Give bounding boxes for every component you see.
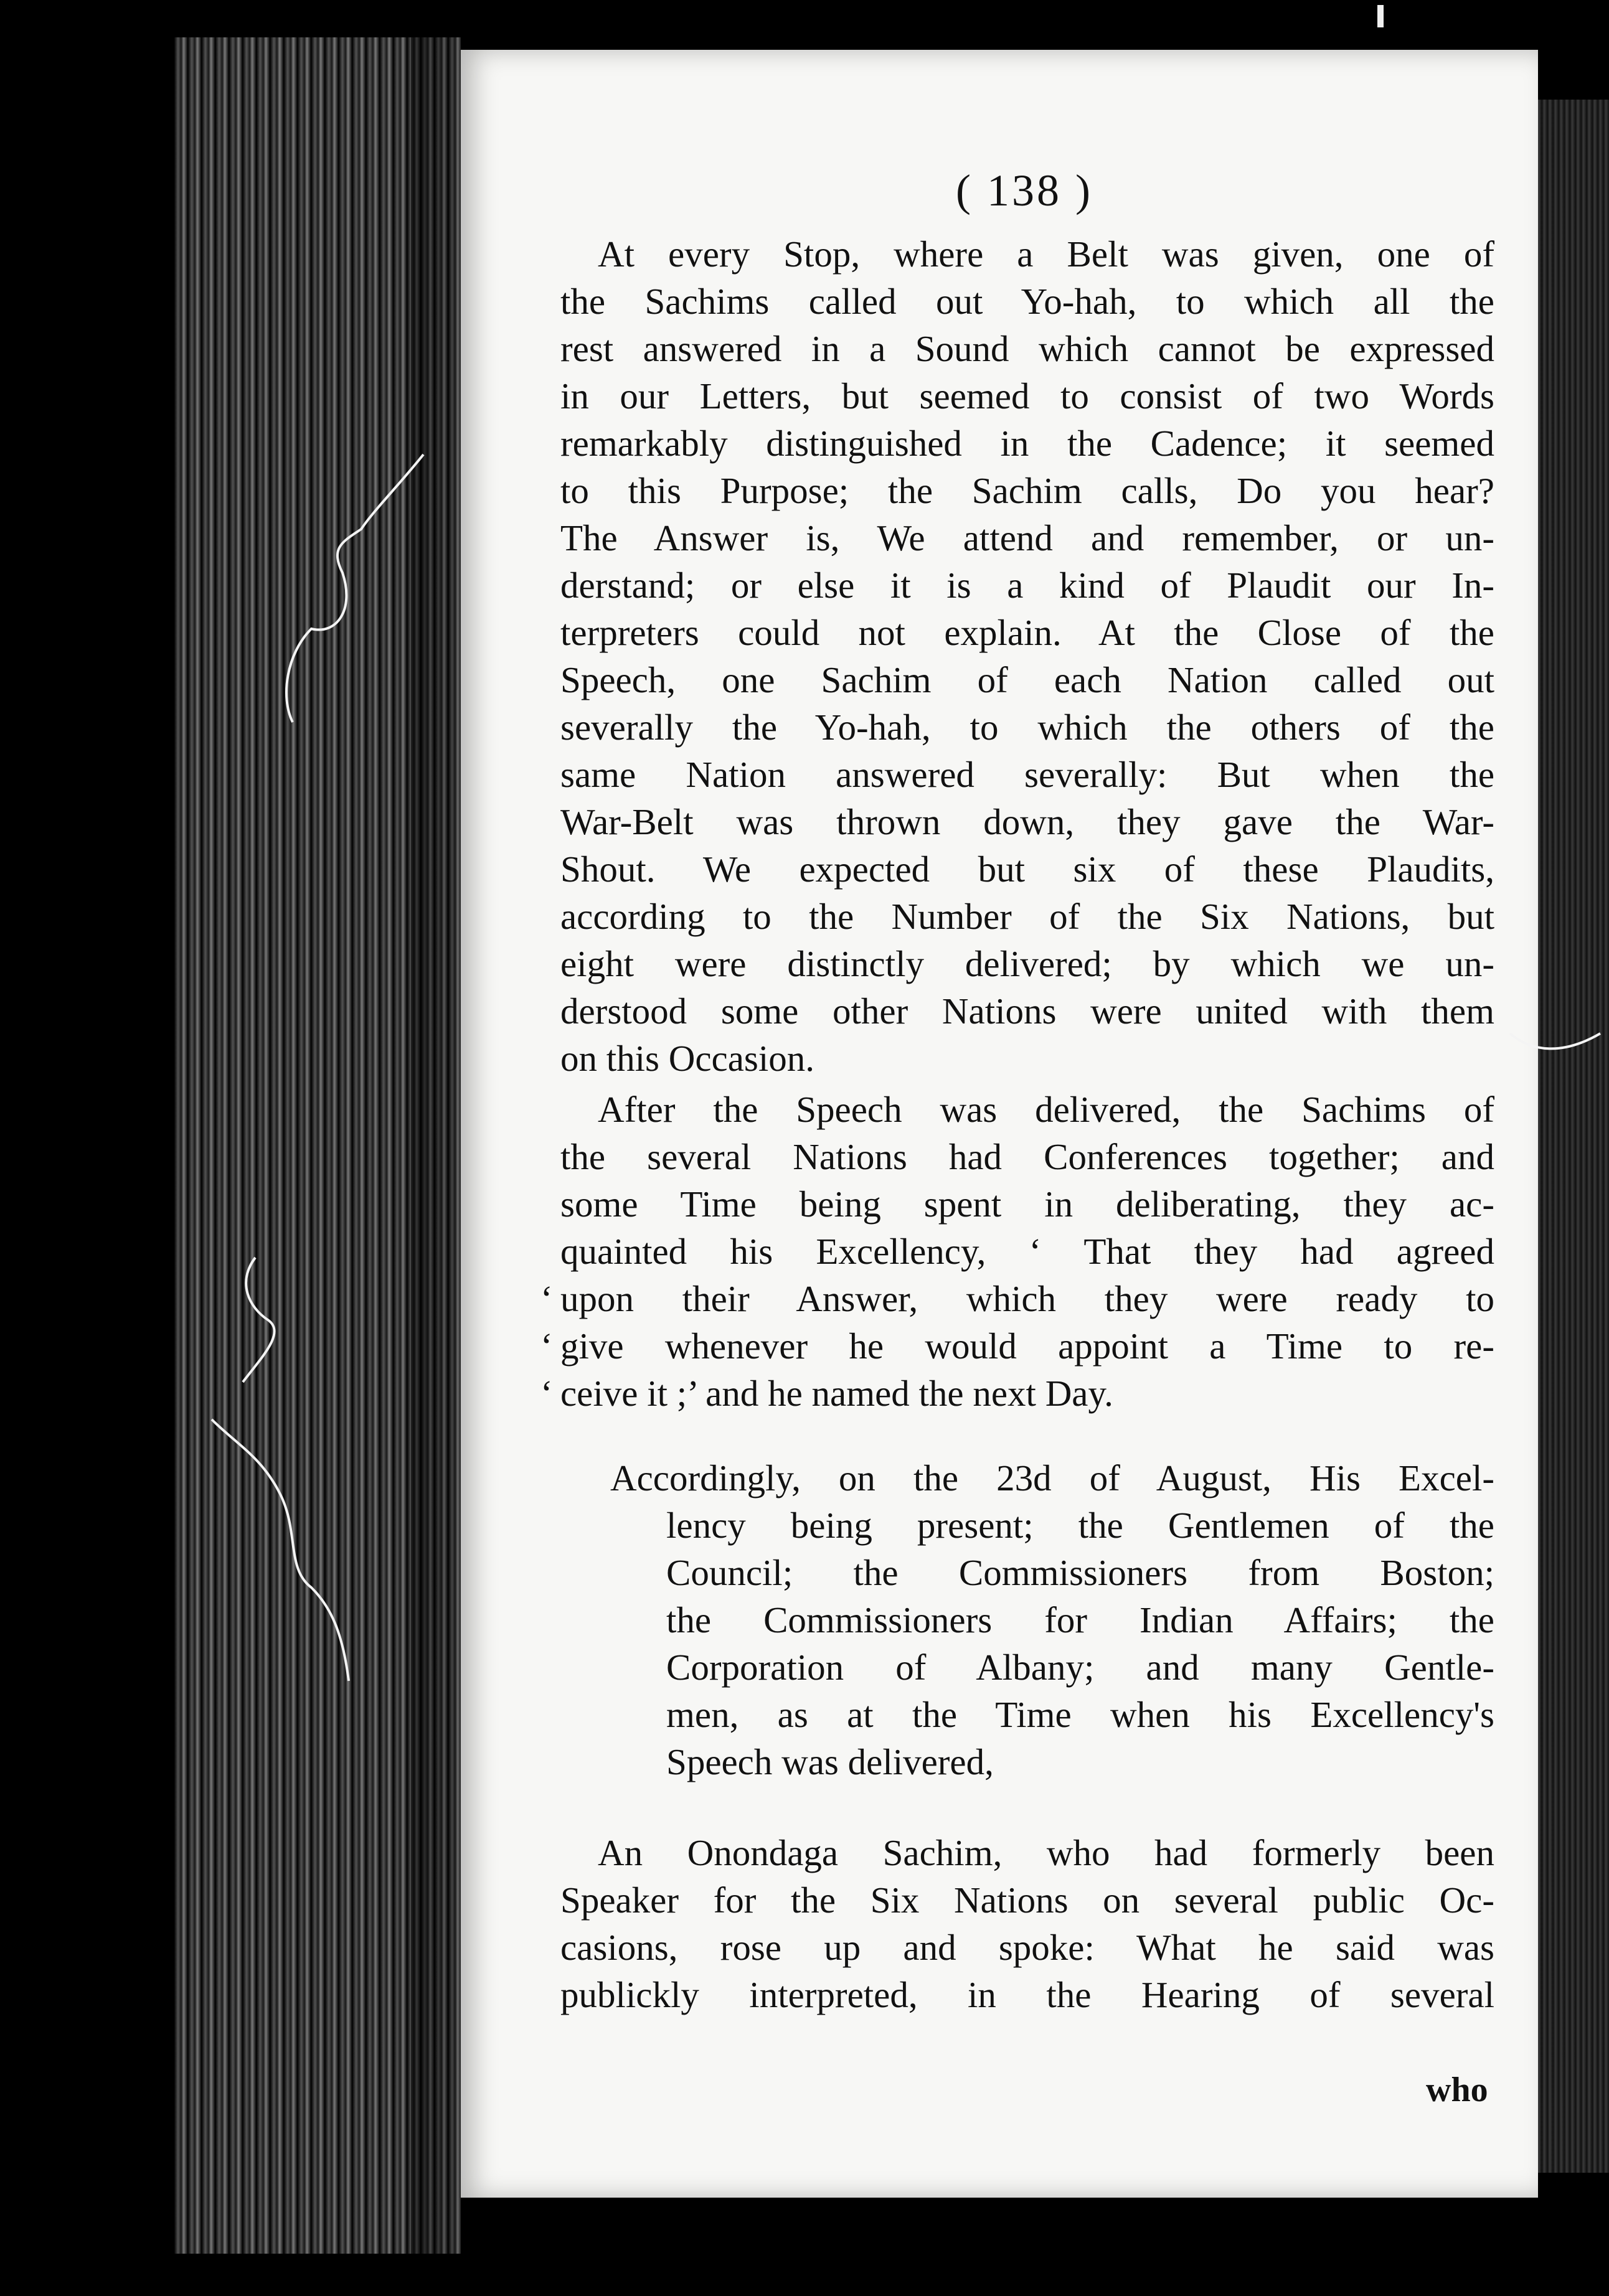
text-line: casions, rose up and spoke: What he said was [560,1927,1494,1968]
catchword: who [1426,2071,1488,2109]
paragraph-2 [540,1086,1494,1417]
text-line: the several Nations had Conferences together; and [560,1136,1494,1177]
text-line: to this Purpose; the Sachim calls, Do you hear? [560,470,1494,511]
text-line: derstood some other Nations were united with them [560,990,1494,1032]
paragraph-4 [560,1829,1494,2018]
text-line: After the Speech was delivered, the Sachims of [598,1089,1494,1130]
text-line: lency being present; the Gentlemen of the [666,1505,1494,1546]
text-line: same Nation answered severally: But when the [560,754,1494,795]
quote-mark: ‘ [540,1325,553,1367]
text-line: derstand; or else it is a kind of Plaudit our In- [560,565,1494,606]
text-line: Speaker for the Six Nations on several public Oc- [560,1880,1494,1921]
text-line: An Onondaga Sachim, who had formerly been [598,1832,1494,1873]
text-line: Speech was delivered, [666,1741,994,1782]
text-line: Council; the Commissioners from Boston; [666,1552,1494,1593]
text-line-content: upon their Answer, which they were ready to [560,1278,1494,1319]
text-line: Corporation of Albany; and many Gentle- [666,1647,1494,1688]
text-line: according to the Number of the Six Nations, but [560,896,1494,937]
text-line [540,1322,1494,1370]
text-line [540,1370,1494,1417]
page-number: ( 138 ) [956,166,1093,215]
text-line: severally the Yo-hah, to which the others of the [560,707,1494,748]
text-line: the Commissioners for Indian Affairs; the [666,1599,1494,1640]
paragraph-3 [560,1454,1494,1786]
text-line: terpreters could not explain. At the Close of the [560,612,1494,653]
paragraph-1 [560,230,1494,1082]
text-line-content: ceive it ;’ and he named the next Day. [560,1373,1113,1414]
scan-scratch-left [187,448,448,1818]
text-line: War-Belt was thrown down, they gave the War- [560,801,1494,842]
text-line: the Sachims called out Yo-hah, to which all the [560,281,1494,322]
text-line: Speech, one Sachim of each Nation called out [560,659,1494,700]
text-line: At every Stop, where a Belt was given, one of [598,233,1494,275]
text-line: publickly interpreted, in the Hearing of several [560,1974,1494,2015]
text-line: eight were distinctly delivered; by which we un- [560,943,1494,984]
text-line: some Time being spent in deliberating, they ac- [560,1183,1494,1225]
text-line: in our Letters, but seemed to consist of two Words [560,375,1494,416]
text-line: quainted his Excellency, ‘ That they had agreed [560,1231,1494,1272]
scan-scratch-right [1507,1009,1607,1058]
text-line: on this Occasion. [560,1038,815,1079]
text-line-content: give whenever he would appoint a Time to re- [560,1325,1494,1367]
text-line: rest answered in a Sound which cannot be expressed [560,328,1494,369]
text-line: remarkably distinguished in the Cadence; it seemed [560,423,1494,464]
text-line: Shout. We expected but six of these Plaudits, [560,849,1494,890]
text-line: The Answer is, We attend and remember, or un- [560,517,1494,558]
scan-mark [1377,5,1384,27]
quote-mark: ‘ [540,1278,553,1319]
quote-mark: ‘ [540,1373,553,1414]
text-line: Accordingly, on the 23d of August, His Excel- [610,1457,1494,1499]
body-text [540,230,1494,2018]
text-line [540,1275,1494,1322]
text-line: men, as at the Time when his Excellency's [666,1694,1494,1735]
